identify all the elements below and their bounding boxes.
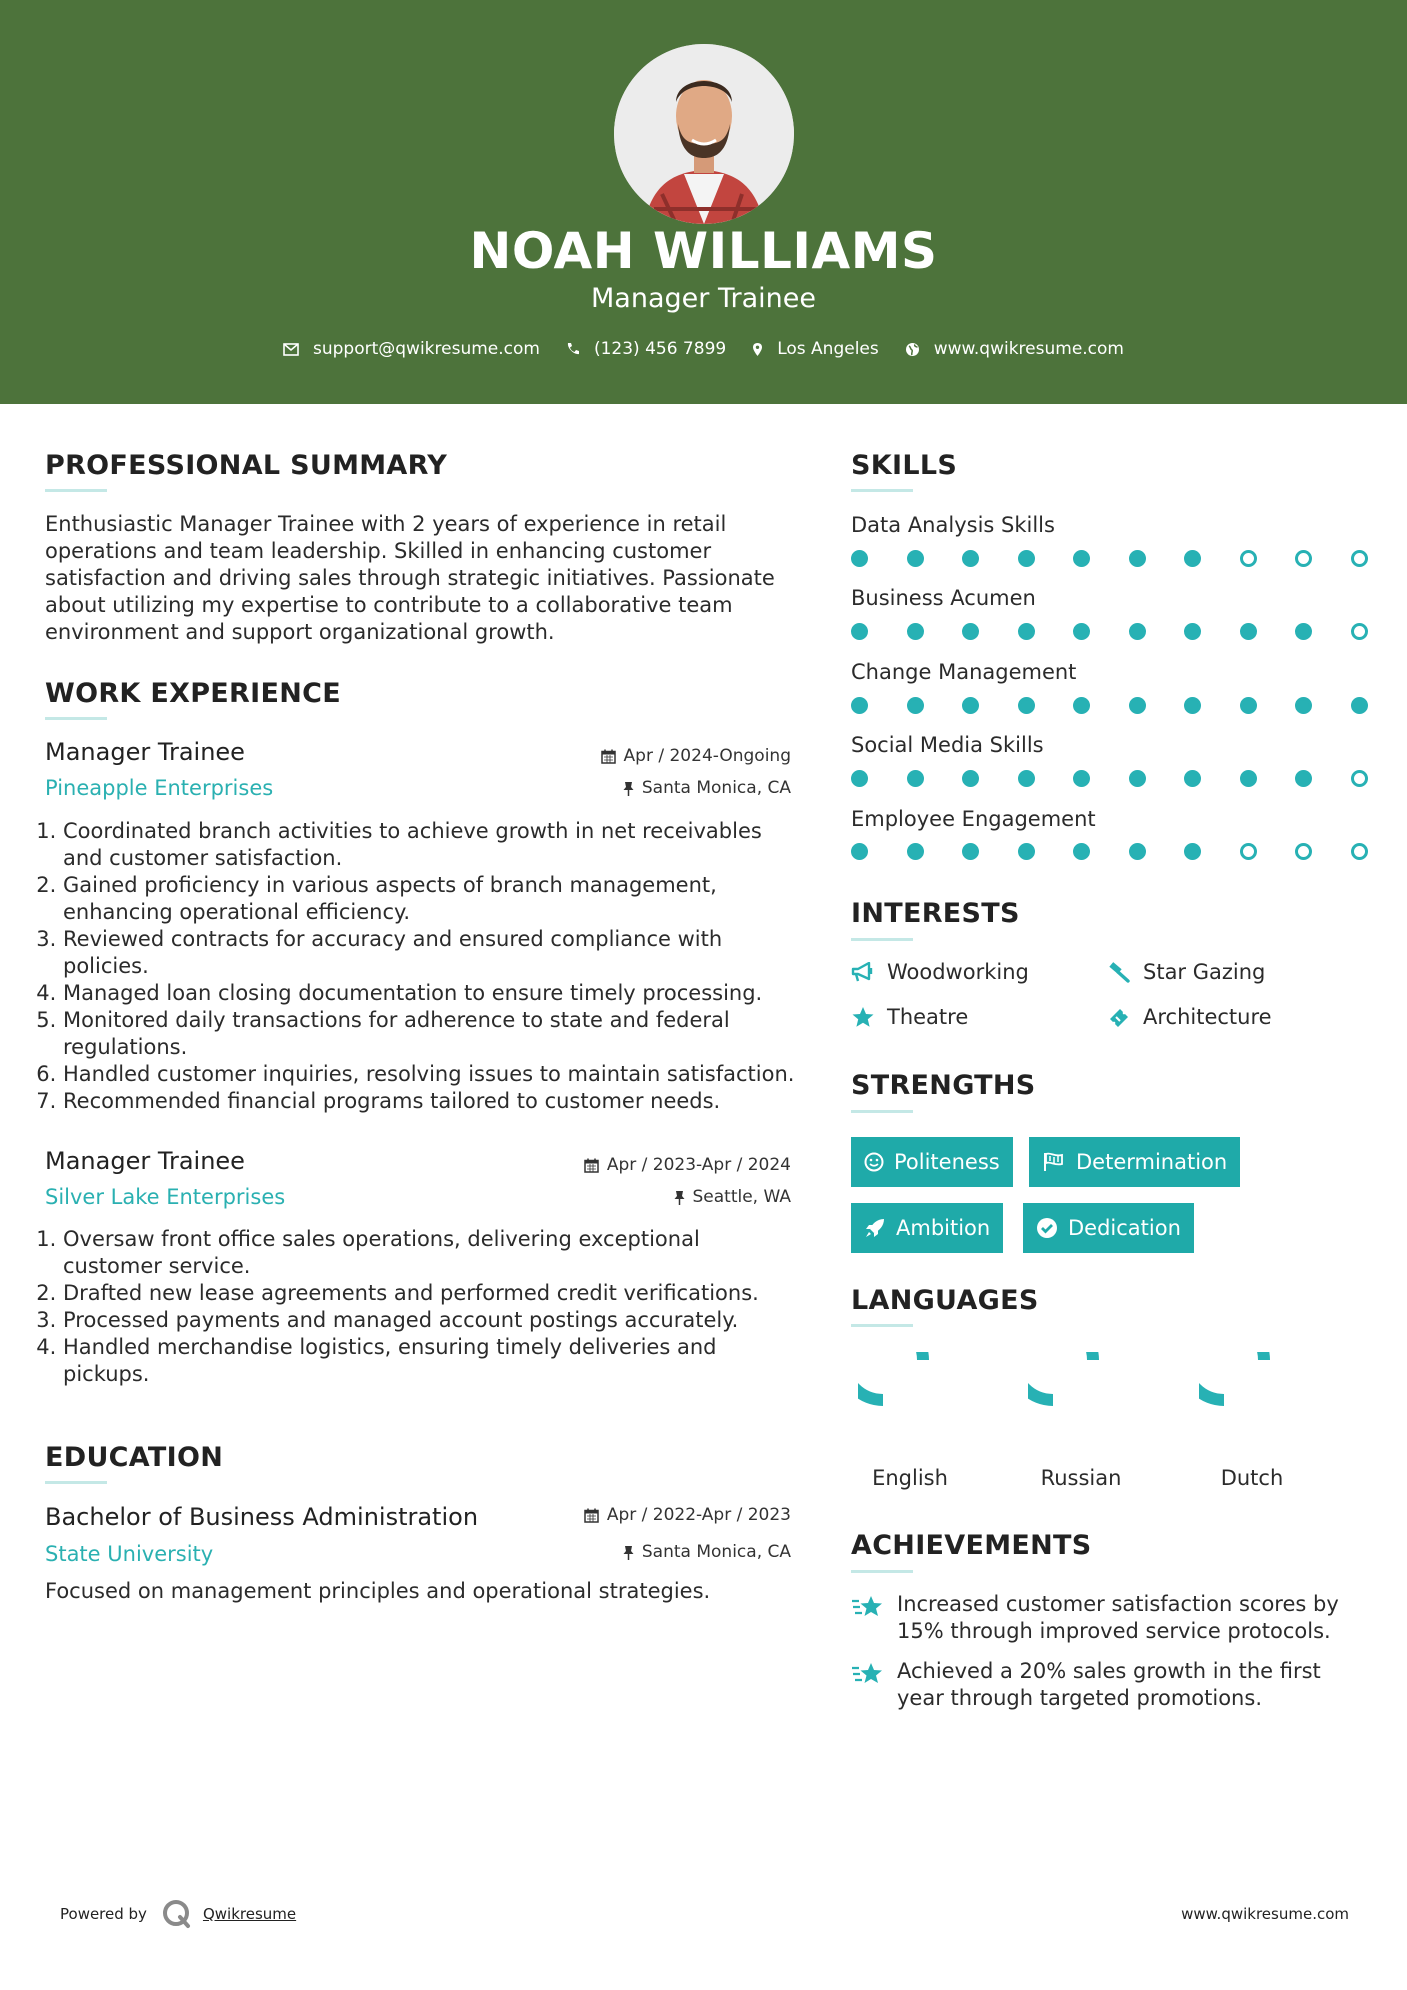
skill-dot-filled bbox=[851, 770, 868, 787]
job-1-bullets bbox=[35, 818, 805, 1115]
job-1-company: Pineapple Enterprises bbox=[45, 776, 274, 800]
skill-dot-empty bbox=[1351, 550, 1368, 567]
skill-dot-filled bbox=[1018, 697, 1035, 714]
candidate-title: Manager Trainee bbox=[591, 283, 816, 314]
skill-rating bbox=[851, 697, 1406, 714]
skill-dot-empty bbox=[1351, 623, 1368, 640]
skill-name: Data Analysis Skills bbox=[851, 513, 1055, 537]
job-1-dates bbox=[531, 746, 791, 766]
check-circle-icon bbox=[1036, 1217, 1058, 1239]
job-2-company: Silver Lake Enterprises bbox=[45, 1185, 286, 1209]
skill-name: Social Media Skills bbox=[851, 733, 1044, 757]
shooting-star-icon bbox=[851, 1593, 885, 1621]
skill-rating bbox=[851, 550, 1406, 567]
contact-email-text: support@qwikresume.com bbox=[313, 339, 540, 359]
summary-text: Enthusiastic Manager Trainee with 2 years of experience in retail operations and team leadership. Skilled in enhancing customer satisfaction and driving sales through strategic initiatives. Passionate about utilizing my expertise to contribute to a collaborative team environment and support organizational growth. bbox=[45, 512, 775, 644]
language-ring bbox=[1028, 1352, 1158, 1448]
skill-dot-filled bbox=[1184, 843, 1201, 860]
job-1-bullet: 5. Monitored daily transactions for adherence to state and federal regulations. bbox=[63, 1007, 805, 1061]
job-1-title: Manager Trainee bbox=[45, 738, 245, 766]
skill-dot-filled bbox=[962, 550, 979, 567]
candidate-name: NOAH WILLIAMS bbox=[469, 222, 938, 280]
strength-label: Determination bbox=[1076, 1150, 1228, 1174]
interest-label: Theatre bbox=[887, 1005, 969, 1029]
job-2-bullet: 2. Drafted new lease agreements and performed credit verifications. bbox=[63, 1280, 775, 1307]
job-1-bullet: 2. Gained proficiency in various aspects of branch management, enhancing operational efficiency. bbox=[63, 872, 805, 926]
ticket-icon bbox=[1107, 1006, 1131, 1028]
calendar-icon bbox=[584, 1158, 599, 1173]
skill-dot-filled bbox=[1240, 623, 1257, 640]
contact-location bbox=[752, 339, 879, 359]
skill-dot-filled bbox=[1129, 550, 1146, 567]
language-ring-arc bbox=[1028, 1352, 1093, 1400]
skill-dot-empty bbox=[1240, 550, 1257, 567]
job-2-bullet: 1. Oversaw front office sales operations, delivering exceptional customer service. bbox=[63, 1226, 775, 1280]
skill-dot-filled bbox=[1018, 770, 1035, 787]
strengths-heading: STRENGTHS bbox=[851, 1070, 1036, 1101]
skill-name: Business Acumen bbox=[851, 586, 1036, 610]
achievement-text: Increased customer satisfaction scores by 15% through improved service protocols. bbox=[897, 1592, 1339, 1643]
achievement-item bbox=[851, 1658, 1371, 1712]
job-1-bullet: 1. Coordinated branch activities to achieve growth in net receivables and customer satisfaction. bbox=[63, 818, 805, 872]
interest-label: Star Gazing bbox=[1143, 960, 1266, 984]
skill-dot-filled bbox=[1018, 623, 1035, 640]
education-location-text: Santa Monica, CA bbox=[641, 1542, 791, 1562]
interest-item bbox=[851, 1005, 968, 1029]
skill-dot-filled bbox=[1129, 697, 1146, 714]
calendar-icon bbox=[584, 1508, 599, 1523]
interest-item bbox=[1107, 960, 1265, 984]
pushpin-icon bbox=[674, 1190, 685, 1205]
skill-rating bbox=[851, 770, 1406, 787]
achievements-underline bbox=[851, 1570, 913, 1573]
education-description: Focused on management principles and operational strategies. bbox=[45, 1579, 711, 1603]
language-label: Dutch bbox=[1220, 1466, 1284, 1490]
profile-photo-image bbox=[614, 44, 794, 224]
skill-dot-filled bbox=[1295, 697, 1312, 714]
education-school: State University bbox=[45, 1542, 214, 1566]
interest-label: Architecture bbox=[1143, 1005, 1272, 1029]
contact-bar bbox=[0, 337, 1407, 361]
skill-dot-filled bbox=[1295, 770, 1312, 787]
skill-dot-filled bbox=[1129, 843, 1146, 860]
skill-dot-filled bbox=[1351, 697, 1368, 714]
skill-dot-empty bbox=[1295, 550, 1312, 567]
job-1-bullet: 7. Recommended financial programs tailored to customer needs. bbox=[63, 1088, 805, 1115]
job-2-bullet: 4. Handled merchandise logistics, ensuring timely deliveries and pickups. bbox=[63, 1334, 775, 1388]
skill-name: Employee Engagement bbox=[851, 807, 1096, 831]
skill-dot-empty bbox=[1240, 843, 1257, 860]
education-underline bbox=[45, 1481, 107, 1484]
experience-heading: WORK EXPERIENCE bbox=[45, 678, 341, 709]
interests-underline bbox=[851, 938, 913, 941]
languages-heading: LANGUAGES bbox=[851, 1285, 1039, 1316]
flag-icon bbox=[1042, 1152, 1066, 1172]
gavel-icon bbox=[1107, 961, 1131, 983]
pushpin-icon bbox=[623, 1545, 634, 1560]
phone-icon bbox=[566, 342, 580, 356]
skill-dot-filled bbox=[1295, 623, 1312, 640]
skill-dot-filled bbox=[851, 623, 868, 640]
job-1-bullet: 6. Handled customer inquiries, resolving issues to maintain satisfaction. bbox=[63, 1061, 805, 1088]
languages-underline bbox=[851, 1324, 913, 1327]
skill-dot-filled bbox=[962, 843, 979, 860]
star-icon bbox=[851, 1006, 875, 1028]
skill-dot-filled bbox=[962, 770, 979, 787]
footer-brand-link[interactable]: Qwikresume bbox=[202, 1905, 297, 1923]
skill-dot-filled bbox=[962, 623, 979, 640]
job-2-location bbox=[531, 1187, 791, 1207]
education-dates-text: Apr / 2022-Apr / 2023 bbox=[606, 1505, 791, 1525]
strengths-underline bbox=[851, 1110, 913, 1113]
job-2-bullet: 3. Processed payments and managed account postings accurately. bbox=[63, 1307, 775, 1334]
skill-dot-filled bbox=[851, 697, 868, 714]
contact-phone-text: (123) 456 7899 bbox=[593, 339, 727, 359]
language-ring-arc bbox=[858, 1352, 923, 1400]
education-degree: Bachelor of Business Administration bbox=[45, 1503, 479, 1531]
skill-dot-filled bbox=[1184, 623, 1201, 640]
skill-dot-filled bbox=[851, 550, 868, 567]
job-2-bullets bbox=[35, 1226, 775, 1388]
skill-rating bbox=[851, 623, 1406, 640]
contact-website[interactable] bbox=[905, 339, 1124, 359]
smile-icon bbox=[864, 1152, 884, 1172]
skill-dot-filled bbox=[907, 843, 924, 860]
education-dates bbox=[531, 1505, 791, 1525]
skill-name: Change Management bbox=[851, 660, 1077, 684]
language-ring bbox=[858, 1352, 988, 1448]
skill-dot-filled bbox=[1240, 770, 1257, 787]
rocket-icon bbox=[864, 1217, 886, 1239]
skill-dot-filled bbox=[962, 697, 979, 714]
map-pin-icon bbox=[752, 342, 763, 357]
profile-photo bbox=[614, 44, 794, 224]
interest-item bbox=[851, 960, 1029, 984]
summary-heading: PROFESSIONAL SUMMARY bbox=[45, 450, 448, 481]
skill-dot-filled bbox=[1129, 770, 1146, 787]
skill-dot-filled bbox=[907, 550, 924, 567]
skill-dot-filled bbox=[1073, 697, 1090, 714]
job-2-title: Manager Trainee bbox=[45, 1147, 245, 1175]
job-1-dates-text: Apr / 2024-Ongoing bbox=[623, 746, 791, 766]
job-1-location bbox=[531, 778, 791, 798]
skill-dot-filled bbox=[1129, 623, 1146, 640]
skill-dot-filled bbox=[1184, 550, 1201, 567]
language-label: English bbox=[872, 1466, 948, 1490]
interest-item bbox=[1107, 1005, 1272, 1029]
interests-heading: INTERESTS bbox=[851, 898, 1020, 929]
skill-dot-empty bbox=[1295, 843, 1312, 860]
footer-website[interactable]: www.qwikresume.com bbox=[1181, 1905, 1349, 1923]
skill-dot-filled bbox=[1073, 843, 1090, 860]
strength-badge bbox=[851, 1137, 1013, 1187]
globe-icon bbox=[905, 342, 920, 357]
skill-dot-filled bbox=[1184, 770, 1201, 787]
strength-badge bbox=[851, 1203, 1003, 1253]
contact-phone[interactable] bbox=[566, 339, 726, 359]
summary-underline bbox=[45, 489, 107, 492]
achievement-item bbox=[851, 1591, 1371, 1645]
language-ring bbox=[1199, 1352, 1329, 1448]
skill-dot-filled bbox=[1073, 770, 1090, 787]
skill-dot-filled bbox=[1240, 697, 1257, 714]
strength-badge bbox=[1023, 1203, 1194, 1253]
job-1-bullet: 3. Reviewed contracts for accuracy and ensured compliance with policies. bbox=[63, 926, 805, 980]
footer-powered-by bbox=[60, 1898, 296, 1930]
skill-dot-filled bbox=[1184, 697, 1201, 714]
strength-label: Politeness bbox=[894, 1150, 1000, 1174]
powered-by-text: Powered by bbox=[60, 1905, 147, 1923]
job-1-bullet: 4. Managed loan closing documentation to ensure timely processing. bbox=[63, 980, 805, 1007]
contact-email[interactable] bbox=[283, 339, 540, 359]
contact-website-text: www.qwikresume.com bbox=[933, 339, 1124, 359]
skill-dot-filled bbox=[907, 770, 924, 787]
job-1-location-text: Santa Monica, CA bbox=[641, 778, 791, 798]
skill-dot-filled bbox=[1073, 550, 1090, 567]
skill-rating bbox=[851, 843, 1406, 860]
skill-dot-empty bbox=[1351, 770, 1368, 787]
envelope-icon bbox=[283, 343, 299, 356]
experience-underline bbox=[45, 717, 107, 720]
language-label: Russian bbox=[1040, 1466, 1122, 1490]
achievements-heading: ACHIEVEMENTS bbox=[851, 1530, 1092, 1561]
language-ring-arc bbox=[1199, 1352, 1264, 1400]
skill-dot-filled bbox=[907, 697, 924, 714]
skills-heading: SKILLS bbox=[851, 450, 958, 481]
resume-header bbox=[0, 0, 1407, 404]
skill-dot-empty bbox=[1351, 843, 1368, 860]
skill-dot-filled bbox=[1018, 843, 1035, 860]
job-2-dates bbox=[531, 1155, 791, 1175]
contact-location-text: Los Angeles bbox=[777, 339, 879, 359]
skill-dot-filled bbox=[851, 843, 868, 860]
education-heading: EDUCATION bbox=[45, 1442, 224, 1473]
skill-dot-filled bbox=[1018, 550, 1035, 567]
pushpin-icon bbox=[623, 781, 634, 796]
skill-dot-filled bbox=[1073, 623, 1090, 640]
interest-label: Woodworking bbox=[887, 960, 1029, 984]
skills-underline bbox=[851, 489, 913, 492]
strength-label: Ambition bbox=[896, 1216, 991, 1240]
calendar-icon bbox=[601, 749, 616, 764]
education-location bbox=[531, 1542, 791, 1562]
strength-badge bbox=[1029, 1137, 1240, 1187]
megaphone-icon bbox=[851, 962, 875, 982]
achievement-text: Achieved a 20% sales growth in the first year through targeted promotions. bbox=[897, 1659, 1321, 1710]
strength-label: Dedication bbox=[1068, 1216, 1181, 1240]
shooting-star-icon bbox=[851, 1660, 885, 1688]
skill-dot-filled bbox=[907, 623, 924, 640]
qwikresume-logo-icon bbox=[161, 1898, 193, 1930]
job-2-location-text: Seattle, WA bbox=[692, 1187, 791, 1207]
job-2-dates-text: Apr / 2023-Apr / 2024 bbox=[606, 1155, 791, 1175]
